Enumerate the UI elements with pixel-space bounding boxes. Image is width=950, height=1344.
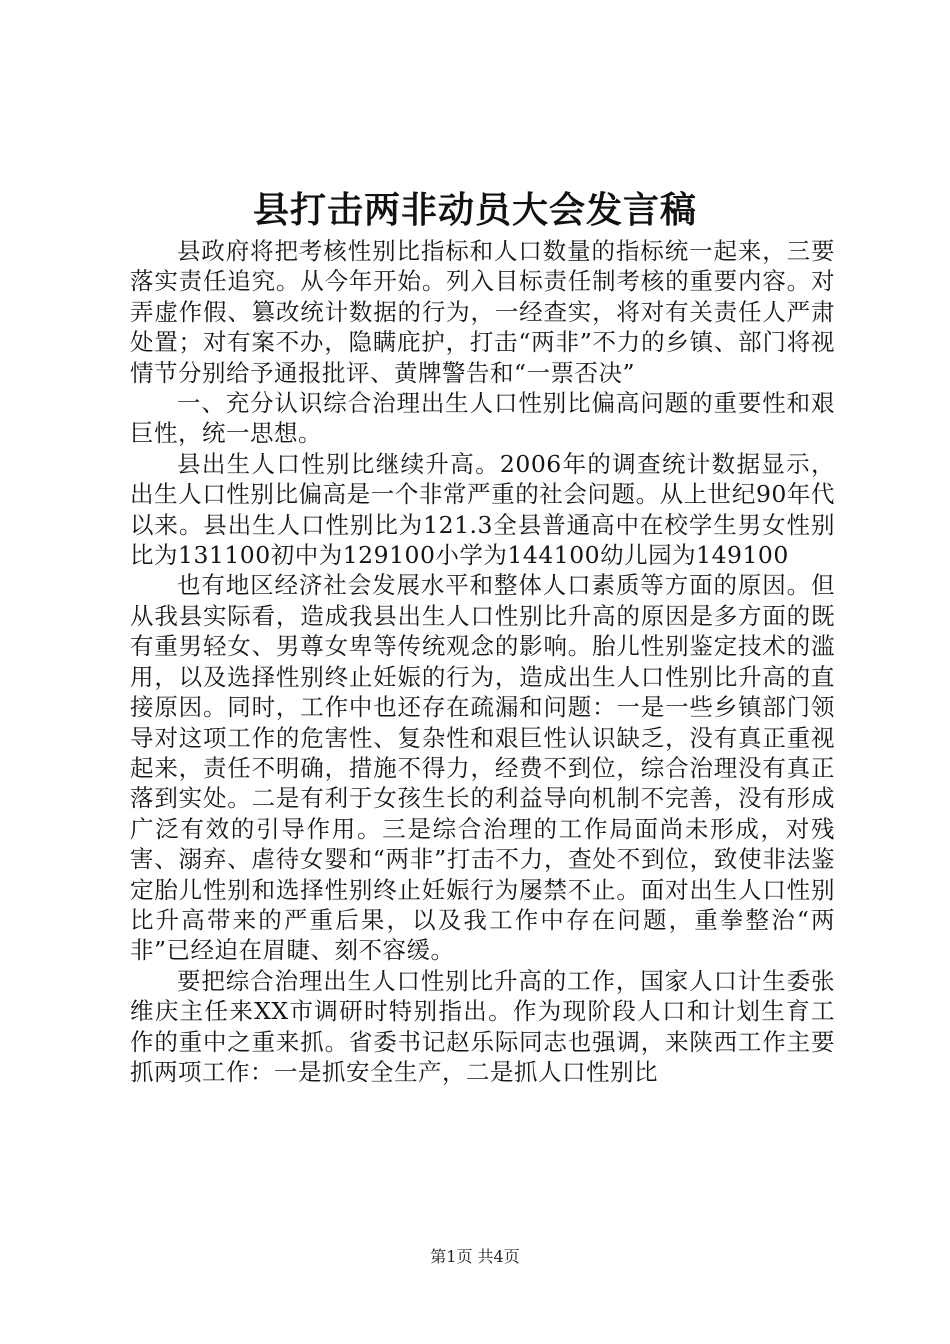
- document-body: [130, 236, 835, 1087]
- section-heading: 一、充分认识综合治理出生人口性别比偏高问题的重要性和艰巨性，统一思想。: [130, 389, 835, 448]
- paragraph: 也有地区经济社会发展水平和整体人口素质等方面的原因。但从我县实际看，造成我县出生人口性别比升高的原因是多方面的既有重男轻女、男尊女卑等传统观念的影响。胎儿性别鉴定技术的滥用，以及选择性别终止妊娠的行为，造成出生人口性别比升高的直接原因。同时，工作中也还存在疏漏和问题：一是一些乡镇部门领导对这项工作的危害性、复杂性和艰巨性认识缺乏，没有真正重视起来，责任不明确，措施不得力，经费不到位，综合治理没有真正落到实处。二是有利于女孩生长的利益导向机制不完善，没有形成广泛有效的引导作用。三是综合治理的工作局面尚未形成，对残害、溺弃、虐待女婴和“两非”打击不力，查处不到位，致使非法鉴定胎儿性别和选择性别终止妊娠行为屡禁不止。面对出生人口性别比升高带来的严重后果，以及我工作中存在问题，重拳整治“两非”已经迫在眉睫、刻不容缓。: [130, 571, 835, 965]
- paragraph: 县出生人口性别比继续升高。2006年的调查统计数据显示，出生人口性别比偏高是一个非常严重的社会问题。从上世纪90年代以来。县出生人口性别比为121.3全县普通高中在校学生男女性别比为131100初中为129100小学为144100幼儿园为149100: [130, 449, 835, 570]
- page-number-footer: 第1页 共4页: [430, 1247, 520, 1266]
- paragraph: 要把综合治理出生人口性别比升高的工作，国家人口计生委张维庆主任来XX市调研时特别指出。作为现阶段人口和计划生育工作的重中之重来抓。省委书记赵乐际同志也强调，来陕西工作主要抓两项工作：一是抓安全生产，二是抓人口性别比: [130, 966, 835, 1086]
- paragraph: 县政府将把考核性别比指标和人口数量的指标统一起来，三要落实责任追究。从今年开始。列入目标责任制考核的重要内容。对弄虚作假、篡改统计数据的行为，一经查实，将对有关责任人严肃处置；对有案不办，隐瞒庇护，打击“两非”不力的乡镇、部门将视情节分别给予通报批评、黄牌警告和“一票否决”: [130, 237, 835, 387]
- document-title: 县打击两非动员大会发言稿: [252, 189, 697, 231]
